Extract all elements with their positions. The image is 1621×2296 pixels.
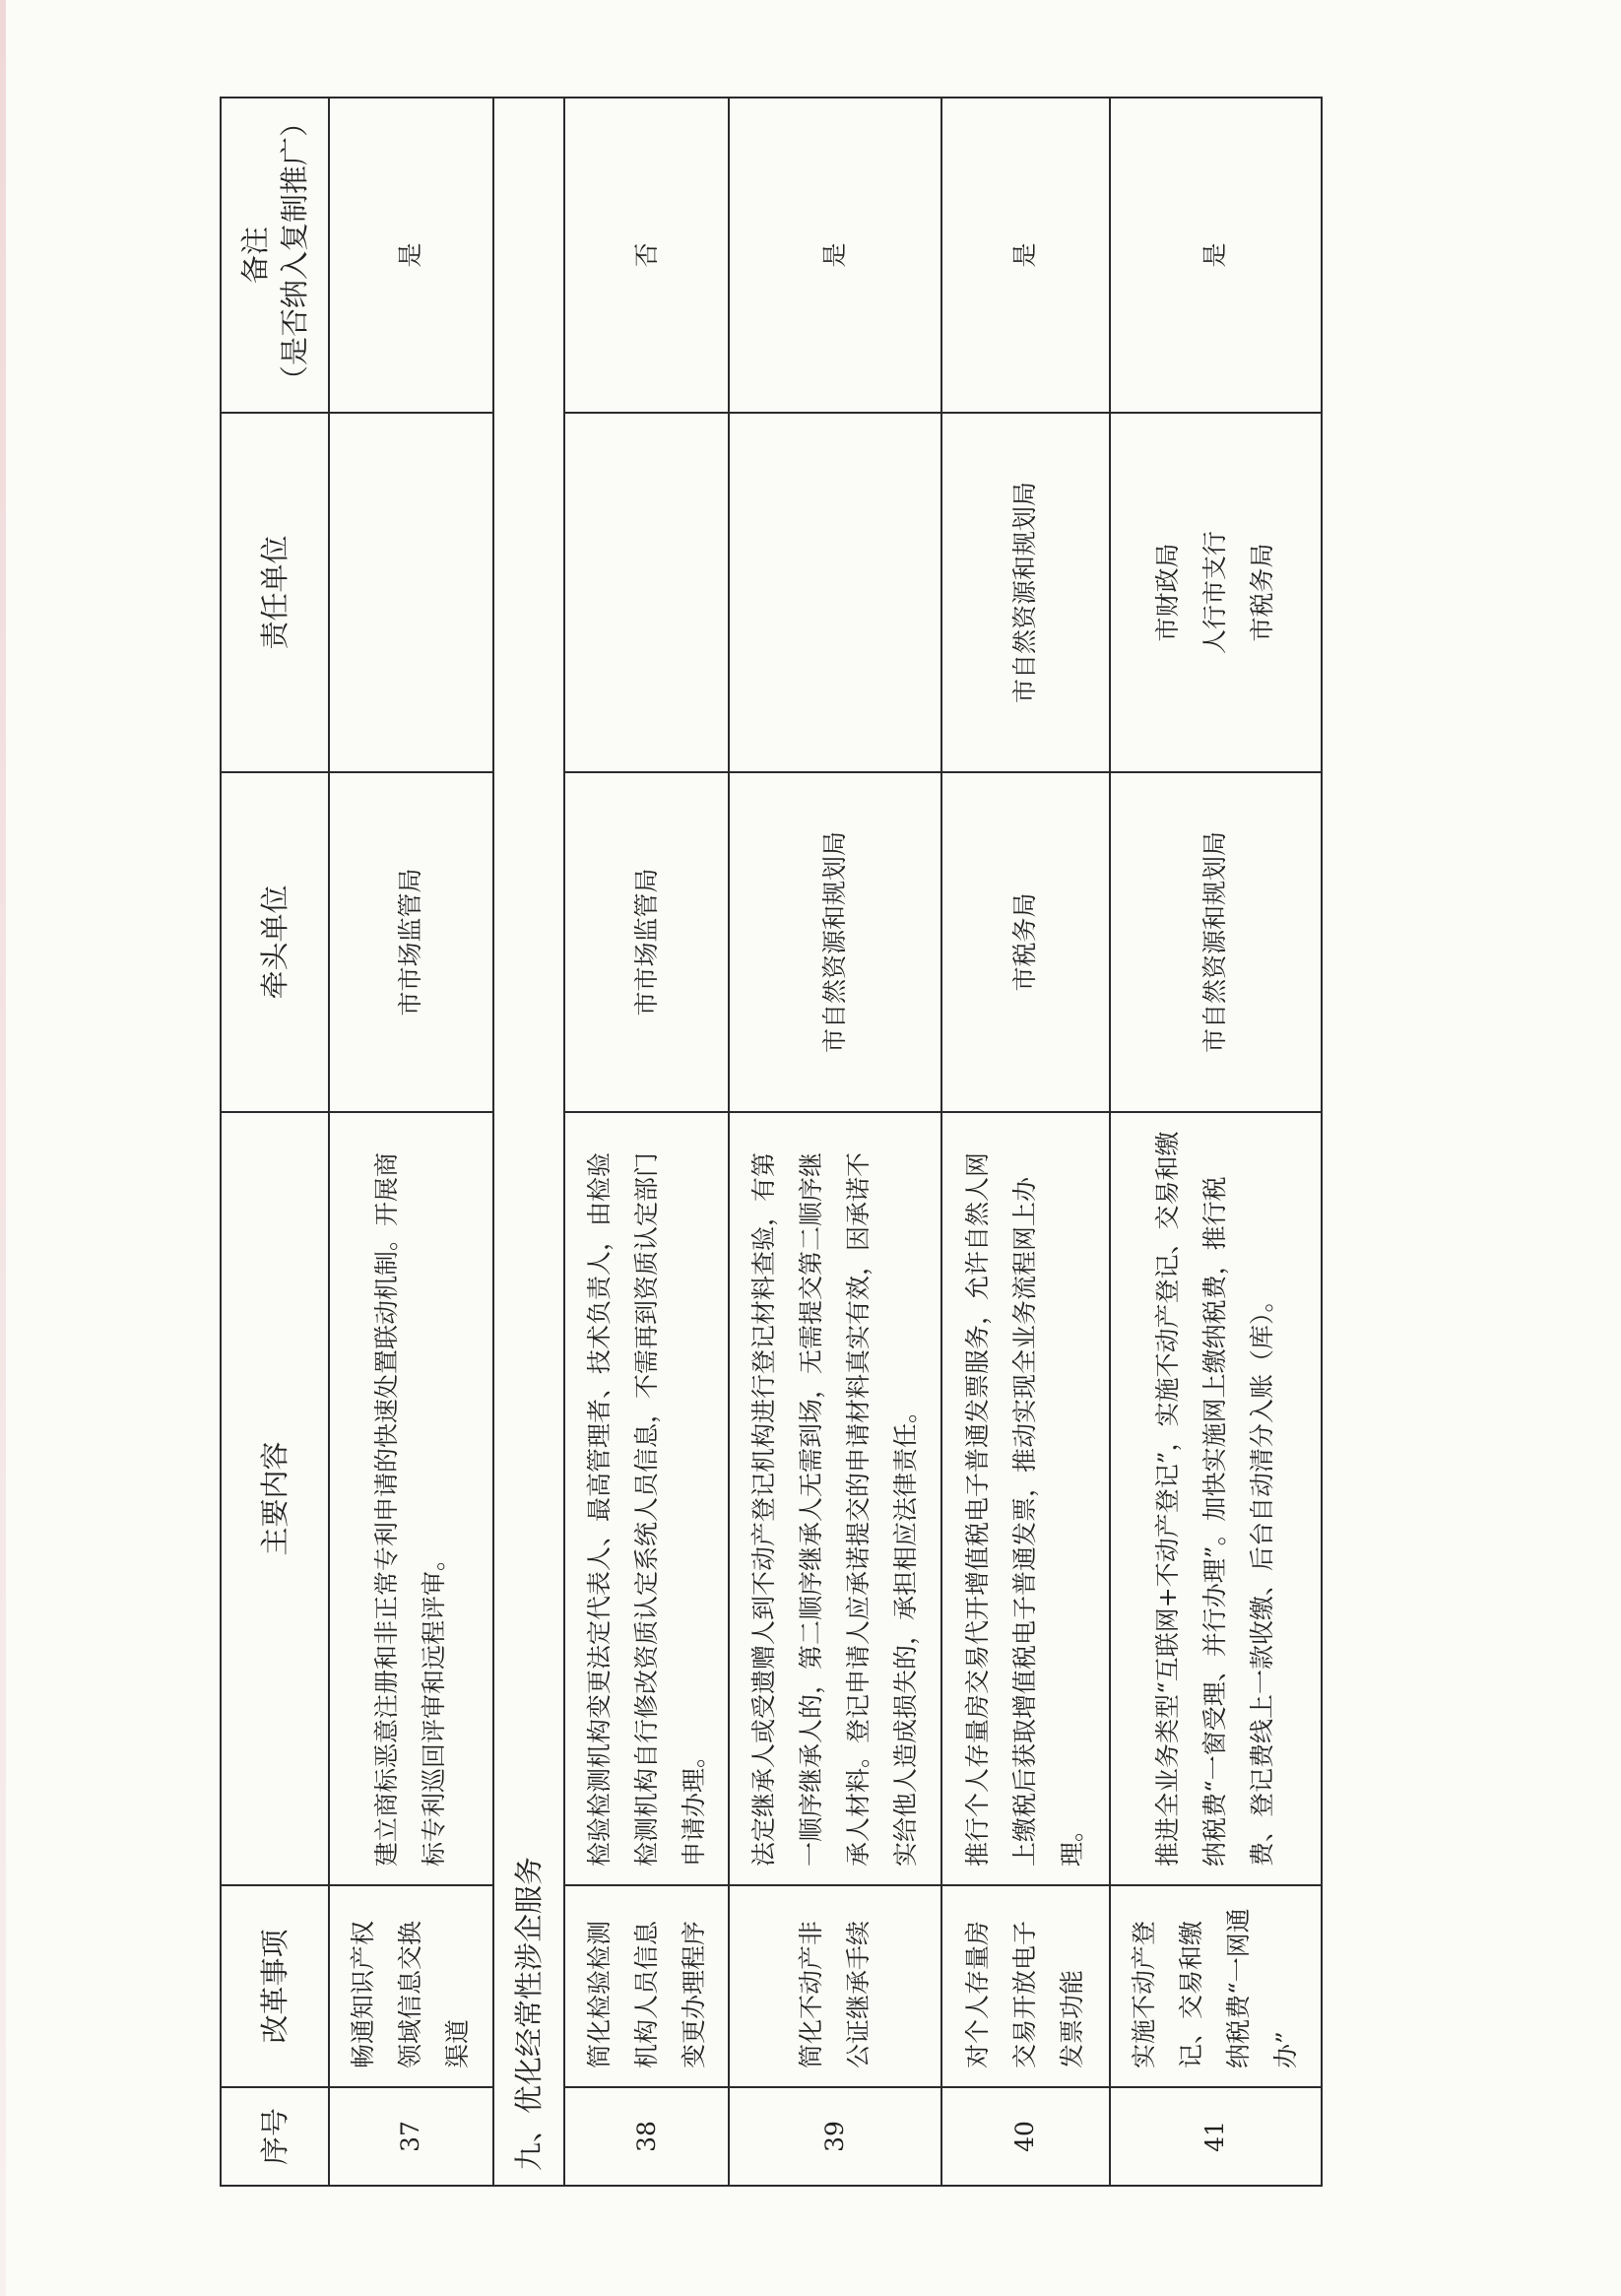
row-item: 对个人存量房交易开放电子发票功能 (941, 1885, 1110, 2087)
resp-line: 市财政局 (1153, 543, 1183, 642)
header-item: 改革事项 (221, 1885, 329, 2087)
table-row (329, 98, 493, 2186)
row-content: 法定继承人或受遗赠人到不动产登记机构进行登记材料查验，有第一顺序继承人的，第二顺序继承人无需到场，无需提交第二顺序继承人材料。登记申请人应承诺提交的申请材料真实有效，因承诺不实给他人造成损失的，承担相应法律责任。 (729, 1112, 940, 1885)
row-note: 是 (329, 98, 493, 413)
row-no: 37 (329, 2087, 493, 2186)
row-no: 40 (941, 2087, 1110, 2186)
row-lead: 市税务局 (941, 772, 1110, 1112)
table-row (729, 98, 940, 2186)
row-resp: 市自然资源和规划局 (941, 413, 1110, 772)
row-resp (1110, 413, 1322, 772)
row-no: 39 (729, 2087, 940, 2186)
resp-line: 市税务局 (1248, 543, 1277, 642)
table-row (564, 98, 729, 2186)
row-resp (329, 413, 493, 772)
row-resp (564, 413, 729, 772)
row-content: 建立商标恶意注册和非正常专利申请的快速处置联动机制。开展商标专利巡回评审和远程评审。 (329, 1112, 493, 1885)
header-content: 主要内容 (221, 1112, 329, 1885)
row-item: 畅通知识产权领域信息交换渠道 (329, 1885, 493, 2087)
row-note: 否 (564, 98, 729, 413)
section-title: 九、优化经常性涉企服务 (493, 98, 564, 2186)
reform-table (220, 97, 1323, 2187)
row-resp (729, 413, 940, 772)
header-lead: 牵头单位 (221, 772, 329, 1112)
row-no: 41 (1110, 2087, 1322, 2186)
row-note: 是 (1110, 98, 1322, 413)
row-item: 简化检验检测机构人员信息变更办理程序 (564, 1885, 729, 2087)
table-row (1110, 98, 1322, 2186)
row-content: 推行个人存量房交易代开增值税电子普通发票服务，允许自然人网上缴税后获取增值税电子普通发票，推动实现全业务流程网上办理。 (941, 1112, 1110, 1885)
row-item: 实施不动产登记、交易和缴纳税费“一网通办” (1110, 1885, 1322, 2087)
row-note: 是 (729, 98, 940, 413)
row-lead: 市市场监管局 (329, 772, 493, 1112)
header-note: 备注 （是否纳入复制推广） (221, 98, 329, 413)
section-row (493, 98, 564, 2186)
row-lead: 市市场监管局 (564, 772, 729, 1112)
table-row (941, 98, 1110, 2186)
row-note: 是 (941, 98, 1110, 413)
row-no: 38 (564, 2087, 729, 2186)
scan-edge (0, 0, 6, 2296)
row-lead: 市自然资源和规划局 (1110, 772, 1322, 1112)
row-content: 推进全业务类型“互联网+不动产登记”，实施不动产登记、交易和缴纳税费“一窗受理、并行办理”。加快实施网上缴纳税费，推行税费、登记费线上一款收缴、后台自动清分入账（库）。 (1110, 1112, 1322, 1885)
rotated-page (220, 98, 1323, 2187)
row-lead: 市自然资源和规划局 (729, 772, 940, 1112)
header-row (221, 98, 329, 2186)
row-item: 简化不动产非公证继承手续 (729, 1885, 940, 2087)
resp-line: 人行市支行 (1200, 531, 1230, 655)
header-no: 序号 (221, 2087, 329, 2186)
row-content: 检验检测机构变更法定代表人、最高管理者、技术负责人，由检验检测机构自行修改资质认定系统人员信息，不需再到资质认定部门申请办理。 (564, 1112, 729, 1885)
header-resp: 责任单位 (221, 413, 329, 772)
